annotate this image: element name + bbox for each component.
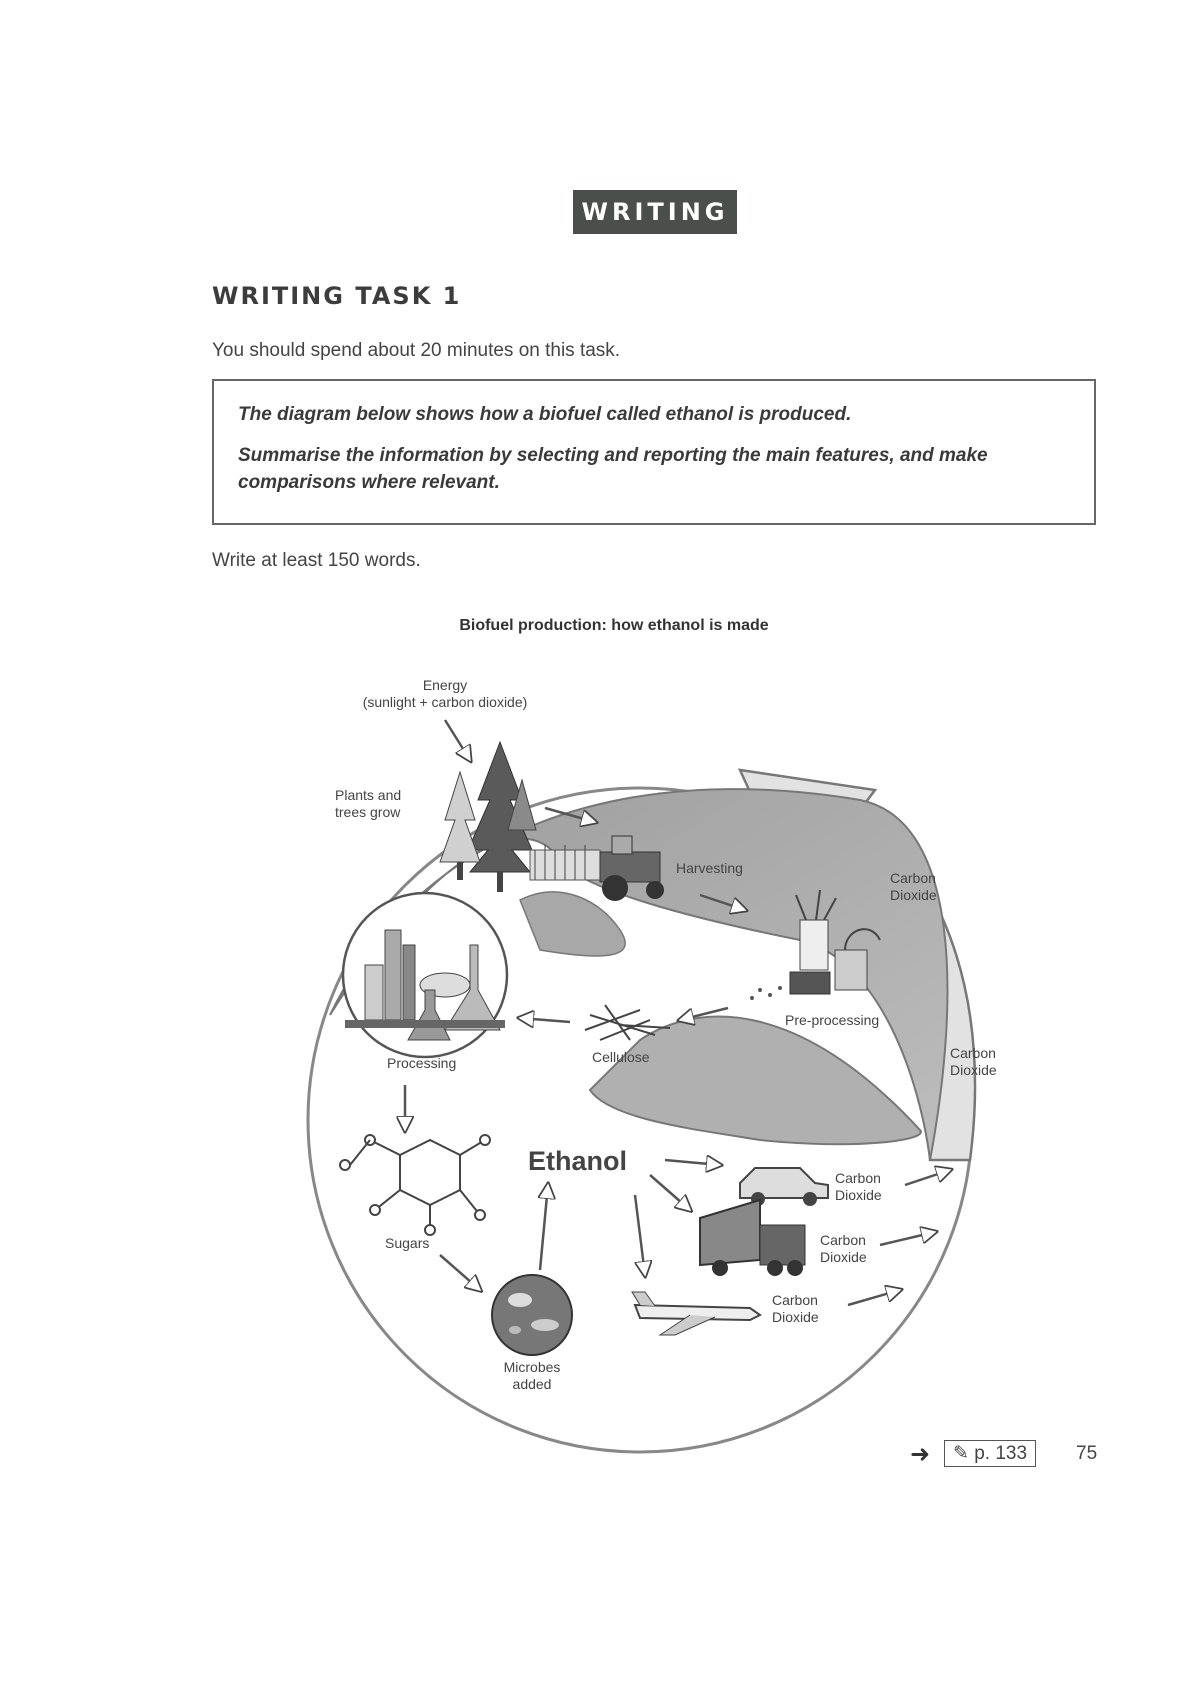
section-banner: WRITING [573, 190, 737, 234]
arrow-energy-to-plants [445, 720, 470, 760]
processing-plant-illustration [343, 893, 507, 1057]
microbes-illustration [492, 1275, 572, 1355]
airplane-illustration [632, 1292, 760, 1335]
diagram-title: Biofuel production: how ethanol is made [459, 617, 769, 634]
band-tongue [520, 892, 625, 956]
label-processing: Processing [387, 1055, 457, 1071]
label-energy-detail: (sunlight + carbon dioxide) [362, 694, 528, 710]
sugar-molecule-illustration [340, 1135, 490, 1235]
label-ethanol: Ethanol [528, 1146, 627, 1176]
task-heading: WRITING TASK 1 [212, 282, 462, 310]
arrow-ethanol-to-truck [650, 1175, 690, 1210]
arrow-sugars-to-microbes [440, 1255, 480, 1290]
arrow-cellulose-to-processing [520, 1018, 570, 1022]
label-co2-right-2: Dioxide [950, 1062, 997, 1078]
label-plants: Plants and [335, 787, 402, 803]
label-co2-plane-2: Dioxide [772, 1309, 819, 1325]
label-co2-truck-2: Dioxide [820, 1249, 867, 1265]
arrow-co2-truck [880, 1232, 935, 1245]
label-co2-car-2: Dioxide [835, 1187, 882, 1203]
label-co2-top: Carbon [890, 870, 936, 886]
task-prompt-line-2: Summarise the information by selecting and reporting the main features, and make comparisons where relevant. [238, 445, 988, 493]
truck-illustration [700, 1200, 805, 1276]
label-co2-top-2: Dioxide [890, 887, 937, 903]
label-cellulose: Cellulose [592, 1049, 650, 1065]
arrow-ethanol-to-car [665, 1160, 720, 1165]
label-co2-right: Carbon [950, 1045, 996, 1061]
label-co2-truck: Carbon [820, 1232, 866, 1248]
label-plants-2: trees grow [335, 804, 401, 820]
car-illustration [740, 1168, 828, 1206]
process-band-lower [590, 1017, 921, 1145]
label-sugars: Sugars [385, 1235, 430, 1251]
label-co2-plane: Carbon [772, 1292, 818, 1308]
label-pre-processing: Pre-processing [785, 1012, 880, 1028]
arrow-right-icon: ➜ [910, 1441, 931, 1468]
page-number: 75 [1076, 1443, 1098, 1464]
task-time-instruction: You should spend about 20 minutes on this task. [212, 340, 621, 361]
word-count-instruction: Write at least 150 words. [212, 550, 421, 571]
label-co2-car: Carbon [835, 1170, 881, 1186]
label-harvesting: Harvesting [676, 860, 743, 876]
page-reference-link[interactable]: ✎ p. 133 [944, 1440, 1036, 1467]
arrow-microbes-to-ethanol [540, 1185, 548, 1270]
arrow-co2-plane [848, 1290, 900, 1305]
task-prompt-line-1: The diagram below shows how a biofuel called ethanol is produced. [238, 404, 852, 425]
label-microbes: Microbes [503, 1359, 561, 1375]
label-microbes-2: added [512, 1376, 552, 1392]
arrow-ethanol-to-plane [635, 1195, 645, 1275]
arrow-co2-car [905, 1170, 950, 1185]
label-energy: Energy [422, 677, 468, 693]
trees-illustration [440, 742, 536, 892]
